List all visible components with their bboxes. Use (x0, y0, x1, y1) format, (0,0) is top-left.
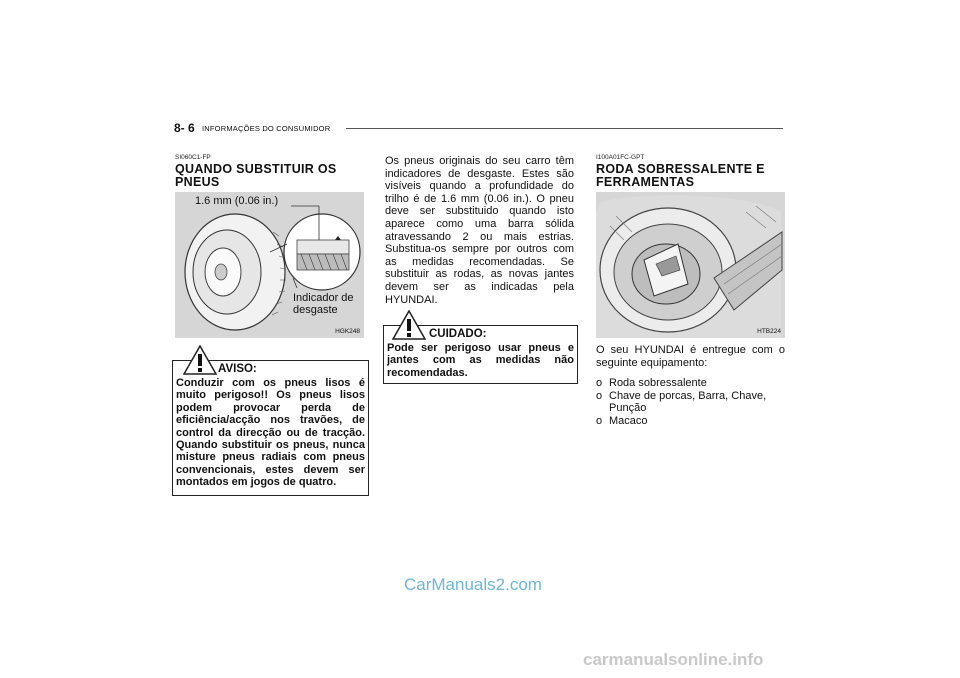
caution-title: CUIDADO: (429, 328, 487, 340)
tire-illustration (175, 192, 364, 338)
middle-paragraph: Os pneus originais do seu carro têm indicadores de desgaste. Estes são visíveis quando a profundidade do trilho é de 1.6 mm (0.06 in.). O pneu deve ser substituido quando isto aparece como uma barra sólida atravessando 2 ou mais estrias. Substitua-os sempre por outros com as medidas recomendadas. Se substituir as rodas, as novas jantes devem ser as indicadas pela HYUNDAI. (385, 155, 574, 306)
caution-icon (392, 310, 426, 340)
section-title: INFORMAÇÕES DO CONSUMIDOR (202, 124, 331, 133)
list-item-text: Roda sobressalente (609, 377, 707, 389)
caution-box (383, 325, 578, 384)
list-bullet: o (596, 389, 603, 402)
list-item-text: Chave de porcas, Barra, Chave, Punção (609, 389, 767, 415)
watermark-carmanuals2: CarManuals2.com (404, 575, 542, 594)
figure-code: HGK248 (335, 328, 360, 335)
page-number: 8- 6 (174, 121, 195, 135)
figure-label-measure: 1.6 mm (0.06 in.) (195, 195, 279, 207)
figure-label-indicator: Indicador de desgaste (293, 292, 354, 316)
warning-box (172, 360, 369, 496)
list-item (596, 390, 785, 415)
list-bullet: o (596, 414, 603, 427)
left-section-code: SI060C1-FP (175, 154, 211, 161)
warning-text: Conduzir com os pneus lisos é muito perigoso!! Os pneus lisos podem provocar perda de eficiência/acção nos travões, de control da direcção ou de tracção. Quando substituir os pneus, nunca misture pneus radiais com pneus convencionais, estes devem ser montados em jogos de quatro. (176, 377, 365, 489)
equipment-list (596, 377, 785, 427)
list-bullet: o (596, 377, 603, 389)
header-rule (346, 128, 783, 129)
warning-icon (183, 345, 217, 375)
left-heading: QUANDO SUBSTITUIR OS PNEUS (175, 162, 337, 189)
spare-wheel-figure (596, 192, 785, 338)
warning-title: AVISO: (218, 363, 257, 375)
list-item (596, 377, 785, 390)
caution-text: Pode ser perigoso usar pneus e jantes com as medidas não recomendadas. (387, 342, 574, 379)
watermark-carmanualsonline: carmanualsonline.info (583, 650, 764, 669)
spare-wheel-illustration (596, 192, 785, 338)
list-item-text: Macaco (609, 414, 648, 427)
right-heading: RODA SOBRESSALENTE E FERRAMENTAS (596, 162, 765, 189)
right-section-code: I100A01FC-GPT (596, 154, 645, 161)
list-item (596, 415, 785, 428)
tire-wear-figure (175, 192, 364, 338)
right-figure-code: HTB224 (757, 328, 781, 335)
right-intro: O seu HYUNDAI é entregue com o seguinte equipamento: (596, 344, 785, 369)
